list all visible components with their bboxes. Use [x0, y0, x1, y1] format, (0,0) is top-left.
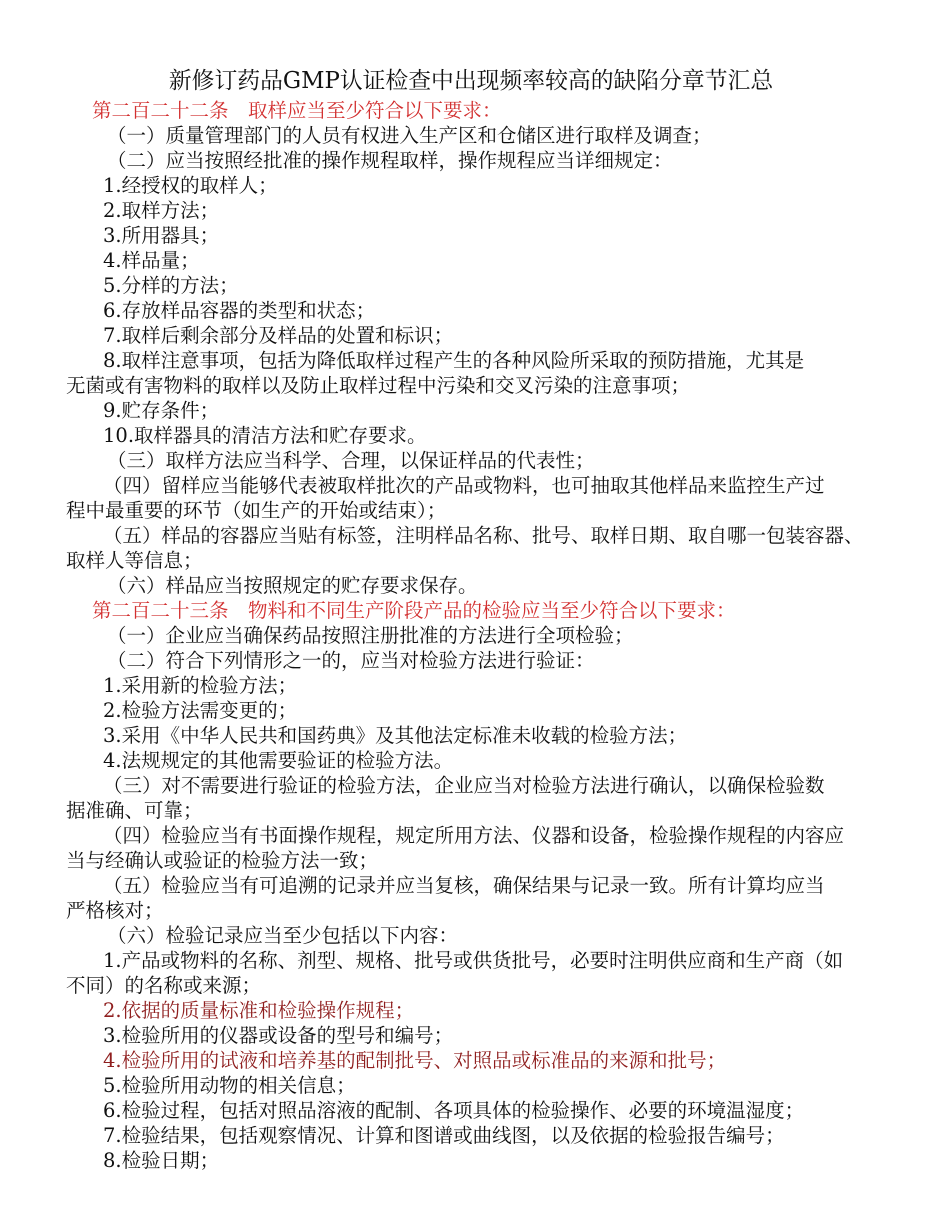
article-222-item-4: （四）留样应当能够代表被取样批次的产品或物料，也可抽取其他样品来监控生产过 [103, 474, 825, 497]
validation-case-4: 4.法规规定的其他需要验证的检验方法。 [103, 749, 454, 772]
article-223-item-3-cont: 据准确、可靠； [66, 799, 203, 822]
article-223-item-3: （三）对不需要进行验证的检验方法，企业应当对检验方法进行确认，以确保检验数 [103, 774, 825, 797]
article-222-item-5-cont: 取样人等信息； [66, 549, 203, 572]
article-222-item-4-cont: 程中最重要的环节（如生产的开始或结束）； [66, 499, 447, 522]
article-222-heading: 第二百二十二条 取样应当至少符合以下要求： [92, 99, 502, 122]
article-223-heading: 第二百二十三条 物料和不同生产阶段产品的检验应当至少符合以下要求： [92, 599, 736, 622]
validation-case-1: 1.采用新的检验方法； [103, 674, 298, 697]
article-222-item-2: （二）应当按照经批准的操作规程取样，操作规程应当详细规定： [107, 149, 673, 172]
record-content-2-highlight: 2.依据的质量标准和检验操作规程； [103, 999, 415, 1022]
article-222-item-3: （三）取样方法应当科学、合理，以保证样品的代表性； [107, 449, 595, 472]
sampling-rule-2: 2.取样方法； [103, 199, 220, 222]
validation-case-2: 2.检验方法需变更的； [103, 699, 298, 722]
record-content-8: 8.检验日期； [103, 1149, 220, 1172]
article-223-item-4-cont: 当与经确认或验证的检验方法一致； [66, 849, 379, 872]
article-222-item-1: （一）质量管理部门的人员有权进入生产区和仓储区进行取样及调查； [107, 124, 712, 147]
article-223-item-5: （五）检验应当有可追溯的记录并应当复核，确保结果与记录一致。所有计算均应当 [103, 874, 825, 897]
sampling-rule-10: 10.取样器具的清洁方法和贮存要求。 [103, 424, 427, 447]
article-223-item-6: （六）检验记录应当至少包括以下内容： [107, 924, 459, 947]
article-223-item-1: （一）企业应当确保药品按照注册批准的方法进行全项检验； [107, 624, 634, 647]
sampling-rule-3: 3.所用器具； [103, 224, 220, 247]
record-content-6: 6.检验过程，包括对照品溶液的配制、各项具体的检验操作、必要的环境温湿度； [103, 1099, 805, 1122]
article-222-item-5: （五）样品的容器应当贴有标签，注明样品名称、批号、取样日期、取自哪一包装容器、 [103, 524, 864, 547]
record-content-4-highlight: 4.检验所用的试液和培养基的配制批号、对照品或标准品的来源和批号； [103, 1049, 727, 1072]
validation-case-3: 3.采用《中华人民共和国药典》及其他法定标准未收载的检验方法； [103, 724, 688, 747]
sampling-rule-4: 4.样品量； [103, 249, 200, 272]
article-222-item-6: （六）样品应当按照规定的贮存要求保存。 [107, 574, 478, 597]
article-223-item-5-cont: 严格核对； [66, 899, 164, 922]
sampling-rule-8: 8.取样注意事项，包括为降低取样过程产生的各种风险所采取的预防措施，尤其是 [103, 349, 805, 372]
document-title: 新修订药品GMP认证检查中出现频率较高的缺陷分章节汇总 [168, 68, 774, 94]
sampling-rule-5: 5.分样的方法； [103, 274, 239, 297]
record-content-1: 1.产品或物料的名称、剂型、规格、批号或供货批号，必要时注明供应商和生产商（如 [103, 949, 844, 972]
article-223-item-4: （四）检验应当有书面操作规程，规定所用方法、仪器和设备，检验操作规程的内容应 [103, 824, 845, 847]
article-223-item-2: （二）符合下列情形之一的，应当对检验方法进行验证： [107, 649, 595, 672]
sampling-rule-8-cont: 无菌或有害物料的取样以及防止取样过程中污染和交叉污染的注意事项； [66, 374, 691, 397]
record-content-7: 7.检验结果，包括观察情况、计算和图谱或曲线图，以及依据的检验报告编号； [103, 1124, 785, 1147]
record-content-5: 5.检验所用动物的相关信息； [103, 1074, 356, 1097]
sampling-rule-7: 7.取样后剩余部分及样品的处置和标识； [103, 324, 454, 347]
sampling-rule-9: 9.贮存条件； [103, 399, 220, 422]
record-content-3: 3.检验所用的仪器或设备的型号和编号； [103, 1024, 454, 1047]
sampling-rule-6: 6.存放样品容器的类型和状态； [103, 299, 376, 322]
record-content-1-cont: 不同）的名称或来源； [66, 974, 262, 997]
sampling-rule-1: 1.经授权的取样人； [103, 174, 278, 197]
